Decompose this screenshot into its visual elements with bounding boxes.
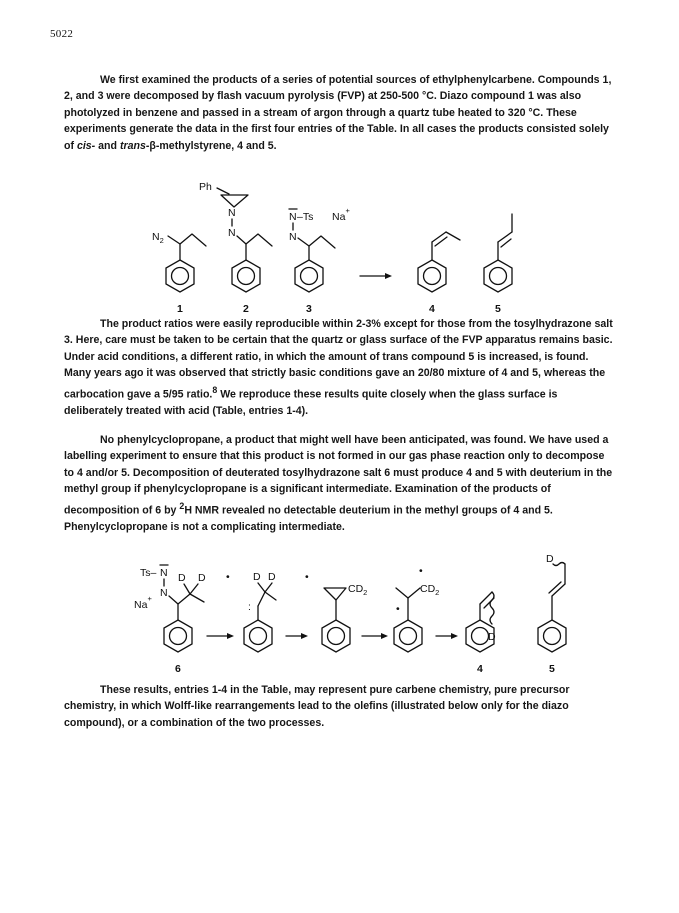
text: . Phenylcyclopropane is not a complicating intermediate. [64, 504, 553, 533]
ts-group: Ts– [140, 567, 157, 579]
aromatic-circle [424, 268, 441, 285]
paragraph-ratios [64, 316, 616, 419]
compound-ref: 6 [155, 504, 162, 517]
radical-dot: • [396, 603, 400, 615]
product-5-deuterated [538, 553, 566, 675]
arrow-head [385, 273, 392, 279]
cyclopropane-ring [324, 588, 346, 600]
paragraph-labelling [64, 432, 616, 535]
cyclopropane-intermediate [322, 583, 367, 652]
isotope-superscript: 2 [179, 500, 185, 511]
compound-label-2: 2 [243, 303, 249, 315]
text: , whereas the carbocation gave a 5/95 ratio. [64, 367, 606, 401]
scheme-2 [0, 552, 679, 684]
arrow-head [227, 633, 234, 639]
atom-n-hydrazone: N [289, 231, 297, 243]
benzene-ring [164, 620, 192, 652]
product-4-deuterated [466, 592, 496, 675]
deuterium-label: D [268, 571, 276, 583]
carbene-intermediate [244, 571, 276, 652]
atom-ph: Ph [199, 181, 212, 193]
atom-n-neg: N [289, 211, 297, 223]
compound-ref: 2 [64, 90, 70, 103]
aromatic-circle [472, 628, 489, 645]
text: β-methylstyrene, [149, 139, 238, 152]
text: by [161, 504, 180, 517]
compound-5-structure [484, 214, 512, 315]
arrow-head [451, 633, 458, 639]
sodium-cation: Na+ [332, 206, 350, 223]
compound-6-structure [134, 565, 206, 675]
reaction-arrow [360, 273, 392, 279]
text: We reproduce these results quite closely when the glass surface is deliberately treated with acid (Table, entries 1-4). [64, 388, 558, 417]
text: and [243, 139, 268, 152]
deuterium-label: D [488, 631, 496, 643]
text: and [519, 504, 545, 517]
arrow-head [301, 633, 308, 639]
text: and [95, 139, 120, 152]
atom-n-neg: N [160, 567, 168, 579]
text: . [273, 139, 277, 152]
text: We first examined the products of a series of potential sources of ethylphenylcarbene. Compounds [100, 74, 603, 86]
text: . Decomposition of deuterated tosylhydrazone salt [127, 466, 385, 479]
compound-2-structure [199, 181, 272, 315]
ts-group: –Ts [297, 211, 314, 223]
aromatic-circle [172, 268, 189, 285]
ethyl-bond [168, 234, 206, 246]
cd2-group: $CD_2$ [420, 583, 440, 597]
deuterium-label: D [198, 572, 206, 584]
aromatic-circle [400, 628, 417, 645]
text: The product ratios were easily reproducible within 2-3% except for those from the tosylhydrazone salt [100, 318, 613, 330]
diradical-intermediate [394, 565, 439, 652]
compound-1-structure [152, 231, 206, 315]
compound-ref: 6 [384, 466, 391, 479]
atom-n-top: N [228, 207, 236, 219]
benzene-ring [244, 620, 272, 652]
wavy-bond [553, 563, 565, 566]
compound-ref: 5 [544, 504, 550, 517]
benzene-ring [538, 620, 566, 652]
compound-ref: 3 [97, 90, 104, 103]
paragraph-intro [64, 72, 616, 154]
benzene-ring [394, 620, 422, 652]
compound-label-4: 4 [477, 663, 483, 675]
compound-ref: 1 [602, 74, 609, 86]
scheme-1 [0, 176, 679, 318]
deuterium-label: D [253, 571, 261, 583]
radical-dot: • [226, 571, 230, 583]
aromatic-circle [238, 268, 255, 285]
paragraph-conclusion [64, 682, 616, 731]
carbene-dots: : [248, 601, 251, 613]
compound-label-6: 6 [175, 663, 181, 675]
aromatic-circle [544, 628, 561, 645]
text: with deuterium in the methyl group if phenylcyclopropane is a significant intermediate. Examination of the products of decomposition of [64, 466, 613, 517]
sodium-cation: Na+ [134, 594, 152, 611]
ethyl-bond [237, 234, 272, 246]
aromatic-circle [170, 628, 187, 645]
compound-ref: 4 [237, 139, 244, 152]
compound-ref: 5 [121, 466, 128, 479]
text: and [472, 466, 497, 479]
compound-ref: 4 [466, 466, 473, 479]
compound-4-structure [418, 232, 460, 315]
compound-label-1: 1 [177, 303, 183, 315]
benzene-ring [295, 260, 323, 292]
deuterium-label: D [546, 553, 554, 565]
arrow-head [381, 633, 388, 639]
text: and [507, 367, 533, 380]
compound-ref: 4 [501, 367, 508, 380]
text: is increased, is found. Many years ago it was observed that strictly basic conditions gave an 20/80 mixture of [64, 350, 589, 380]
deuterium-label: D [178, 572, 186, 584]
benzene-ring [484, 260, 512, 292]
compound-label-5: 5 [549, 663, 555, 675]
aromatic-circle [490, 268, 507, 285]
italic-trans: trans- [119, 139, 150, 152]
radical-dot: • [305, 571, 309, 583]
compound-ref: 5 [267, 139, 274, 152]
benzene-ring [322, 620, 350, 652]
text: must produce [390, 466, 467, 479]
compound-ref: 5 [496, 466, 503, 479]
text: and/or [82, 466, 122, 479]
compound-label-3: 3 [306, 303, 312, 315]
reference-superscript: 8 [212, 384, 218, 395]
compound-ref: 4 [513, 504, 520, 517]
benzene-ring [166, 260, 194, 292]
text: , [608, 74, 612, 86]
atom-n2: $N_2$ [152, 231, 164, 245]
text: were decomposed by flash vacuum pyrolysis (FVP) at 250-500 °C. Diazo compound 1 was also photolyzed in benzene and passed in a stream of argon through a quartz tube heated to 320 °C. These experiments generate the data in the first four entries of the Table. In all cases the products consisted solely of [64, 90, 609, 152]
aziridine-ring [221, 195, 248, 207]
text: , and [69, 90, 98, 103]
text: No phenylcyclopropane, a product that might well have been anticipated, was found. We have used a labelling experiment to ensure that this product is not formed in our gas phase reaction only to decompose to [64, 434, 609, 479]
atom-n-hydrazone: N [160, 587, 168, 599]
italic-cis: cis- [76, 139, 96, 152]
compound-ref: 5 [532, 367, 538, 380]
compound-ref: 4 [76, 466, 83, 479]
aromatic-circle [301, 268, 318, 285]
compound-3-structure [289, 206, 350, 315]
benzene-ring [232, 260, 260, 292]
compound-ref: 5 [468, 350, 475, 363]
text: H NMR revealed no detectable deuterium in the methyl groups of [184, 504, 514, 517]
compound-ref: 3 [64, 334, 70, 347]
text: These results, entries 1-4 in the Table, may represent pure carbene chemistry, pure precursor chemistry, in which Wolff-like rearrangements lead to the olefins (illustrated below only for the diazo compound), or a combination of the two processes. [64, 684, 570, 729]
aromatic-circle [328, 628, 345, 645]
wavy-bond [490, 592, 494, 624]
atom-n-bottom: N [228, 227, 236, 239]
aromatic-circle [250, 628, 267, 645]
compound-label-4: 4 [429, 303, 435, 315]
compound-label-5: 5 [495, 303, 501, 315]
benzene-ring [418, 260, 446, 292]
ethyl-bond [298, 236, 335, 248]
text: . Here, care must be taken to be certain that the quartz or glass surface of the FVP apparatus remains basic. Under acid conditions, a different ratio, in which the amount of trans compound [64, 334, 613, 363]
cd2-group: $CD_2$ [348, 583, 368, 597]
radical-dot: • [419, 565, 423, 577]
page-number: 5022 [50, 28, 74, 40]
